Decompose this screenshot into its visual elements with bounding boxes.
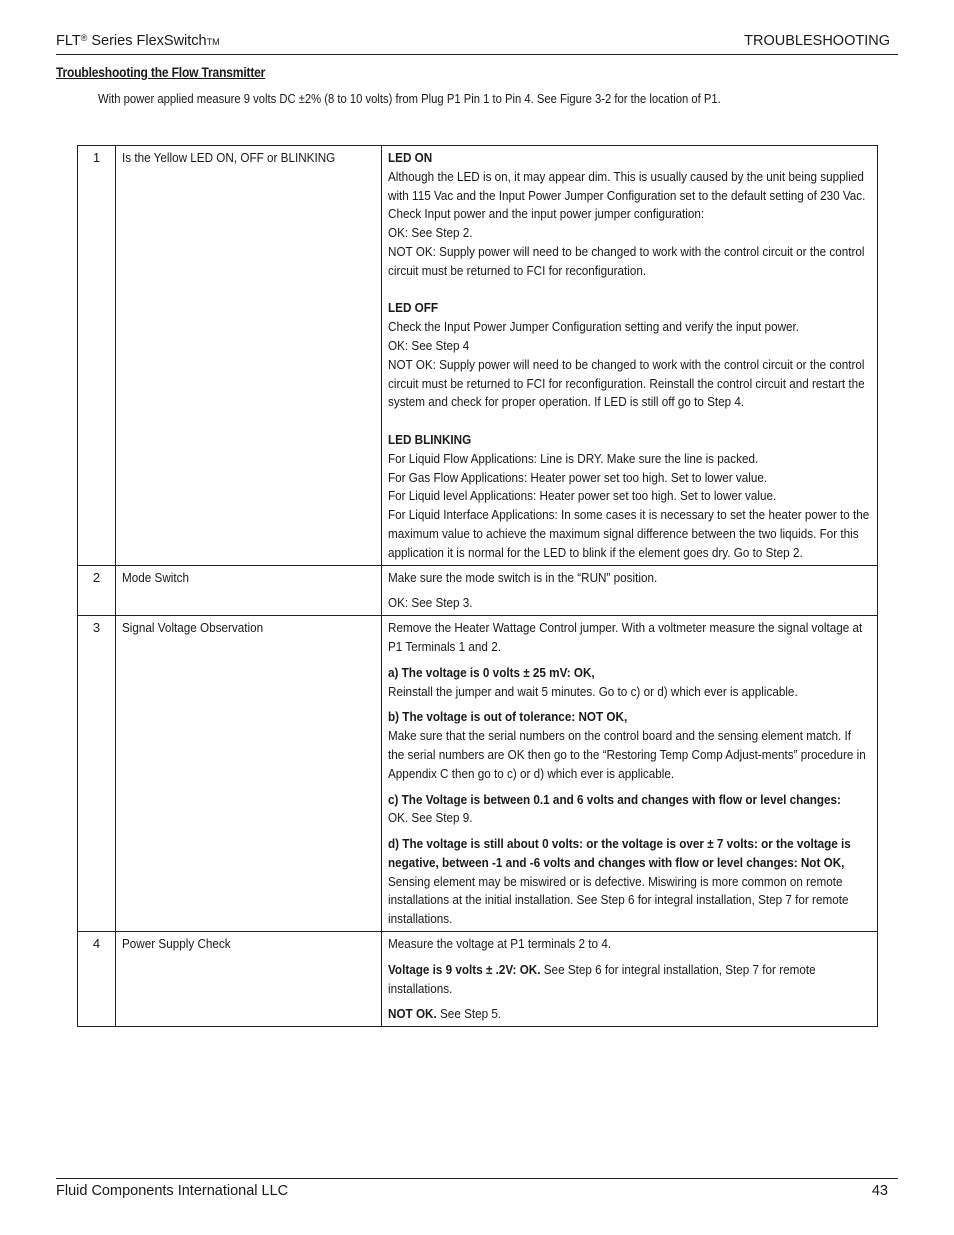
- table-row: [78, 146, 878, 566]
- led-on-notok: NOT OK: Supply power will need to be changed to work with the control circuit or the control circuit must be returned to FCI for reconfiguration.: [388, 243, 865, 278]
- led-blinking-heading: LED BLINKING: [388, 431, 472, 447]
- step-answer: [382, 932, 878, 1027]
- case-c-heading: c) The Voltage is between 0.1 and 6 volts and changes with flow or level changes:: [388, 791, 841, 807]
- page-number: 43: [871, 1183, 888, 1199]
- case-c-text: OK. See Step 9.: [388, 810, 473, 826]
- blink-liquid-level: For Liquid level Applications: Heater power set too high. Set to lower value.: [388, 488, 777, 504]
- blink-liquid-flow: For Liquid Flow Applications: Line is DRY. Make sure the line is packed.: [388, 450, 759, 466]
- power-ok: Voltage is 9 volts ± .2V: OK. See Step 6 for integral installation, Step 7 for remote installations.: [388, 961, 816, 996]
- step-question: Is the Yellow LED ON, OFF or BLINKING: [116, 146, 382, 566]
- mode-ok: OK: See Step 3.: [388, 595, 473, 611]
- step-number: 3: [78, 616, 116, 932]
- step-answer: [382, 616, 878, 932]
- table-row: [78, 932, 878, 1027]
- blink-liquid-interface: For Liquid Interface Applications: In some cases it is necessary to set the heater power to the maximum value to achieve the maximum signal difference between the two liquids. For this application it is normal for the LED to blink if the element goes dry. Go to Step 2.: [388, 507, 870, 560]
- header-product: FLT® Series FlexSwitchTM: [56, 33, 220, 49]
- mode-instruction: Make sure the mode switch is in the “RUN” position.: [388, 569, 658, 585]
- troubleshooting-table: [77, 145, 878, 1027]
- led-off-check: Check the Input Power Jumper Configuration setting and verify the input power.: [388, 319, 800, 335]
- led-on-check: Check Input power and the input power jumper configuration:: [388, 206, 705, 222]
- power-notok: NOT OK. See Step 5.: [388, 1006, 502, 1022]
- led-on-text: Although the LED is on, it may appear dim. This is usually caused by the unit being supplied with 115 Vac and the Input Power Jumper Configuration set to the default setting of 230 Vac.: [388, 168, 866, 203]
- led-off-heading: LED OFF: [388, 300, 439, 316]
- step-number: 4: [78, 932, 116, 1027]
- case-b-text: Make sure that the serial numbers on the control board and the sensing element match. If the serial numbers are OK then go to the “Restoring Temp Comp Adjust-ments” procedure in Appendix C then go to c) or d) which ever is applicable.: [388, 728, 866, 781]
- led-off-notok: NOT OK: Supply power will need to be changed to work with the control circuit or the control circuit must be returned to FCI for reconfiguration. Reinstall the control circuit and restart the system and check for proper operation. If LED is still off go to Step 4.: [388, 356, 865, 410]
- led-off-ok: OK: See Step 4: [388, 337, 470, 353]
- step-number: 2: [78, 565, 116, 616]
- step-question: Power Supply Check: [116, 932, 382, 1027]
- case-b-heading: b) The voltage is out of tolerance: NOT OK,: [388, 709, 628, 725]
- intro-text: With power applied measure 9 volts DC ±2% (8 to 10 volts) from Plug P1 Pin 1 to Pin 4. See Figure 3-2 for the location of P1.: [98, 92, 721, 106]
- step-number: 1: [78, 146, 116, 566]
- step-question: Signal Voltage Observation: [116, 616, 382, 932]
- case-d-text: Sensing element may be miswired or is defective. Miswiring is more common on remote installations at the initial installation. See Step 6 for integral installation, Step 7 for remote installations.: [388, 873, 849, 927]
- led-on-heading: LED ON: [388, 150, 433, 165]
- case-a-text: Reinstall the jumper and wait 5 minutes. Go to c) or d) which ever is applicable.: [388, 683, 798, 699]
- power-instruction: Measure the voltage at P1 terminals 2 to 4.: [388, 936, 612, 952]
- led-on-ok: OK: See Step 2.: [388, 225, 473, 241]
- table-row: [78, 565, 878, 616]
- step-question: Mode Switch: [116, 565, 382, 616]
- header-section: TROUBLESHOOTING: [744, 33, 890, 49]
- step-answer: [382, 565, 878, 616]
- step-answer: [382, 146, 878, 566]
- footer-company: Fluid Components International LLC: [56, 1183, 289, 1199]
- blink-gas-flow: For Gas Flow Applications: Heater power set too high. Set to lower value.: [388, 469, 768, 485]
- section-title: Troubleshooting the Flow Transmitter: [56, 64, 266, 80]
- case-a-heading: a) The voltage is 0 volts ± 25 mV: OK,: [388, 664, 595, 680]
- signal-instruction: Remove the Heater Wattage Control jumper. With a voltmeter measure the signal voltage at P1 Terminals 1 and 2.: [388, 620, 863, 654]
- table-row: [78, 616, 878, 932]
- header-divider: [56, 54, 898, 55]
- footer-divider: [56, 1178, 898, 1179]
- case-d-heading: d) The voltage is still about 0 volts: or the voltage is over ± 7 volts: or the voltage is negative, between -1 and -6 volts and changes with flow or level changes: Not OK,: [388, 836, 851, 870]
